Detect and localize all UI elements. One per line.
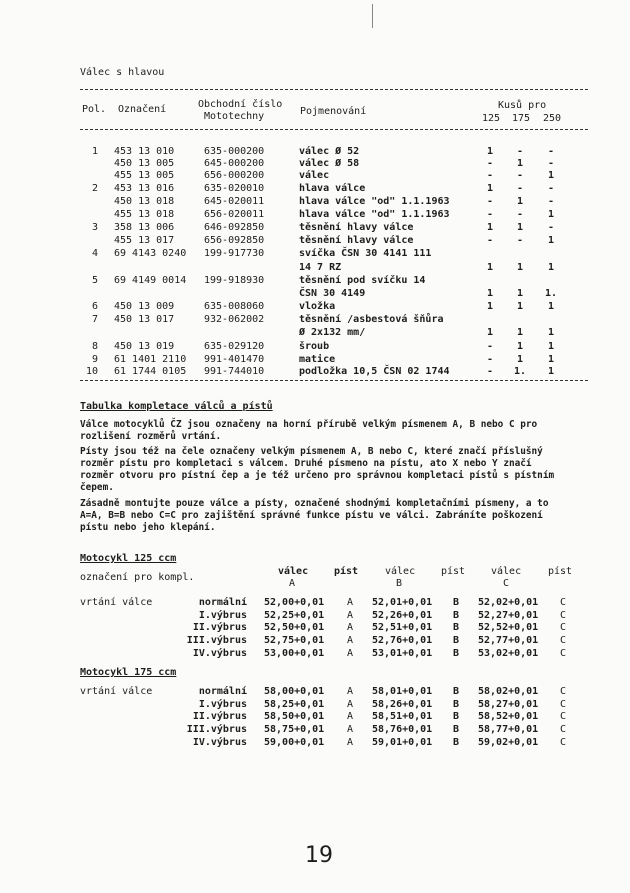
bore-pist-c: C xyxy=(559,597,567,608)
bore-stage: II.výbrus xyxy=(192,711,247,723)
bore-pist-a: A xyxy=(346,724,354,736)
row-qty-125: - xyxy=(486,366,494,377)
bore-valec-c: 52,27+0,01 xyxy=(478,609,539,621)
bore-valec-a: 53,00+0,01 xyxy=(264,647,325,659)
bore-row xyxy=(0,699,630,711)
row-pol: 7 xyxy=(91,314,98,325)
row-oznaceni: 455 13 018 xyxy=(114,209,175,220)
header-oznaceni: Označení xyxy=(118,104,167,115)
bore-pist-a: A xyxy=(346,622,354,634)
bore-pist-c: C xyxy=(559,724,567,736)
kompletace-paragraph-3: Zásadně montujte pouze válce a písty, označené shodnými kompletačními písmeny, a to A=A, B=B nebo C=C pro zajištění správné funkce pístu ve válci. Zabráníte poškození pístu nebo jeho klepání. xyxy=(80,498,549,533)
parts-row xyxy=(0,146,630,158)
row-oznaceni: 450 13 018 xyxy=(114,196,175,207)
parts-row xyxy=(0,196,630,208)
table-top-rule xyxy=(80,89,588,90)
bore-valec-a: 52,75+0,01 xyxy=(264,635,325,647)
row-pojmenovani: válec Ø 52 xyxy=(299,146,360,157)
parts-row xyxy=(0,354,630,366)
header-mototechny: Mototechny xyxy=(204,111,265,122)
row-obchodni-cislo: 646-092850 xyxy=(204,222,265,233)
bore-pist-b: B xyxy=(452,724,460,736)
bore-pist-c: C xyxy=(559,635,567,647)
row-qty-175: - xyxy=(516,235,524,246)
parts-row xyxy=(0,327,630,339)
bore-stage: IV.výbrus xyxy=(192,736,247,748)
bore-pist-c: C xyxy=(559,711,567,723)
row-obchodni-cislo: 635-020010 xyxy=(204,183,265,194)
bore-pist-c: C xyxy=(559,686,567,697)
bore-stage: IV.výbrus xyxy=(192,647,247,659)
row-qty-175: - xyxy=(516,170,524,181)
bore-valec-c: 52,02+0,01 xyxy=(478,597,539,608)
row-pojmenovani: válec xyxy=(299,170,330,181)
bore-stage: III.výbrus xyxy=(186,724,247,736)
row-pojmenovani: ČSN 30 4149 xyxy=(299,288,366,299)
table-header-rule xyxy=(80,129,588,130)
row-obchodni-cislo: 991-744010 xyxy=(204,366,265,377)
row-qty-175: 1 xyxy=(516,341,524,352)
row-obchodni-cislo: 656-020011 xyxy=(204,209,265,220)
row-oznaceni: 455 13 017 xyxy=(114,235,175,246)
row-qty-175: 1 xyxy=(516,158,524,169)
bore-valec-a: 52,25+0,01 xyxy=(264,609,325,621)
header-pojmenovani: Pojmenování xyxy=(300,106,367,117)
bore-pist-a: A xyxy=(346,609,354,621)
row-qty-125: - xyxy=(486,341,494,352)
page-title: Válec s hlavou xyxy=(80,67,165,78)
bore-pist-a: A xyxy=(346,736,354,748)
col-pist-c: píst xyxy=(548,566,573,577)
parts-row xyxy=(0,222,630,234)
row-qty-250: - xyxy=(547,183,555,194)
row-obchodni-cislo: 199-917730 xyxy=(204,248,265,259)
label-oznaceni-kompl: označení pro kompl. xyxy=(80,572,195,583)
col-pist-a: píst xyxy=(334,566,359,577)
bore-stage: I.výbrus xyxy=(198,698,247,710)
row-pojmenovani: hlava válce "od" 1.1.1963 xyxy=(299,196,450,207)
row-qty-125: - xyxy=(486,235,494,246)
parts-row xyxy=(0,248,630,260)
bore-stage: II.výbrus xyxy=(192,622,247,634)
bore-pist-c: C xyxy=(559,609,567,621)
bore-row xyxy=(0,648,630,660)
row-qty-250: 1 xyxy=(547,170,555,181)
row-pojmenovani: těsnění hlavy válce xyxy=(299,235,414,246)
row-pol: 4 xyxy=(91,248,98,259)
bore-valec-c: 52,77+0,01 xyxy=(478,635,539,647)
bore-pist-b: B xyxy=(452,635,460,647)
row-qty-125: 1 xyxy=(486,262,494,273)
col-valec-a: válec xyxy=(278,566,309,577)
row-pol: 10 xyxy=(85,366,98,377)
bore-pist-b: B xyxy=(452,597,460,608)
row-qty-250: - xyxy=(547,146,555,157)
bore-row xyxy=(0,610,630,622)
row-qty-175: 1 xyxy=(516,196,524,207)
bore-row xyxy=(0,737,630,749)
row-qty-175: 1 xyxy=(516,327,524,338)
bore-pist-b: B xyxy=(452,609,460,621)
bore-stage: normální xyxy=(198,597,247,608)
row-pojmenovani: těsnění pod svíčku 14 xyxy=(299,275,426,286)
table-bottom-rule xyxy=(80,380,588,381)
bore-pist-a: A xyxy=(346,647,354,659)
row-qty-125: - xyxy=(486,209,494,220)
row-obchodni-cislo: 635-008060 xyxy=(204,301,265,312)
row-qty-250: 1. xyxy=(545,288,558,299)
row-oznaceni: 453 13 010 xyxy=(114,146,175,157)
moto175-heading: Motocykl 175 ccm xyxy=(80,667,177,678)
row-obchodni-cislo: 656-000200 xyxy=(204,170,265,181)
bore-valec-a: 58,00+0,01 xyxy=(264,686,325,697)
row-qty-175: 1. xyxy=(514,366,527,377)
row-pojmenovani: těsnění /asbestová šňůra xyxy=(299,314,444,325)
row-oznaceni: 455 13 005 xyxy=(114,170,175,181)
row-qty-175: 1 xyxy=(516,301,524,312)
col-valec-b: válec xyxy=(385,566,416,577)
row-pojmenovani: vložka xyxy=(299,301,336,312)
parts-row xyxy=(0,262,630,274)
bore-pist-a: A xyxy=(346,597,354,608)
bore-valec-b: 58,26+0,01 xyxy=(372,698,433,710)
header-kusu: Kusů pro xyxy=(498,100,547,111)
bore-stage: normální xyxy=(198,686,247,697)
row-oznaceni: 358 13 006 xyxy=(114,222,175,233)
row-pojmenovani: Ø 2x132 mm/ xyxy=(299,327,366,338)
row-qty-125: 1 xyxy=(486,183,494,194)
bore-valec-b: 53,01+0,01 xyxy=(372,647,433,659)
page-number: 19 xyxy=(305,843,333,868)
row-pojmenovani: hlava válce xyxy=(299,183,366,194)
moto125-vrtani-label: vrtání válce xyxy=(80,597,153,608)
row-qty-250: 1 xyxy=(547,354,555,365)
row-oznaceni: 61 1744 0105 xyxy=(114,366,187,377)
row-qty-125: - xyxy=(486,158,494,169)
bore-valec-b: 59,01+0,01 xyxy=(372,736,433,748)
bore-valec-c: 58,27+0,01 xyxy=(478,698,539,710)
row-qty-250: 1 xyxy=(547,235,555,246)
bore-pist-b: B xyxy=(452,686,460,697)
row-qty-175: - xyxy=(516,183,524,194)
row-qty-250: 1 xyxy=(547,209,555,220)
bore-row xyxy=(0,724,630,736)
col-valec-c: válec xyxy=(491,566,522,577)
bore-valec-b: 52,26+0,01 xyxy=(372,609,433,621)
row-qty-125: - xyxy=(486,170,494,181)
bore-valec-a: 52,00+0,01 xyxy=(264,597,325,608)
row-qty-250: 1 xyxy=(547,262,555,273)
row-qty-125: 1 xyxy=(486,222,494,233)
row-qty-125: - xyxy=(486,196,494,207)
scan-mark xyxy=(372,4,373,28)
moto175-vrtani-label: vrtání válce xyxy=(80,686,153,697)
bore-pist-c: C xyxy=(559,698,567,710)
row-pojmenovani: válec Ø 58 xyxy=(299,158,360,169)
bore-valec-b: 58,76+0,01 xyxy=(372,724,433,736)
bore-valec-b: 58,51+0,01 xyxy=(372,711,433,723)
row-qty-250: 1 xyxy=(547,366,555,377)
row-pojmenovani: hlava válce "od" 1.1.1963 xyxy=(299,209,450,220)
row-obchodni-cislo: 991-401470 xyxy=(204,354,265,365)
bore-valec-a: 58,50+0,01 xyxy=(264,711,325,723)
row-qty-175: 1 xyxy=(516,222,524,233)
moto125-heading: Motocykl 125 ccm xyxy=(80,553,177,564)
bore-stage: III.výbrus xyxy=(186,635,247,647)
row-oznaceni: 453 13 016 xyxy=(114,183,175,194)
row-pojmenovani: 14 7 RZ xyxy=(299,262,342,273)
col-pist-b: píst xyxy=(441,566,466,577)
kompletace-heading: Tabulka kompletace válců a pístů xyxy=(80,401,273,412)
bore-pist-b: B xyxy=(452,698,460,710)
row-qty-125: 1 xyxy=(486,301,494,312)
bore-valec-b: 52,01+0,01 xyxy=(372,597,433,608)
row-qty-175: 1 xyxy=(516,262,524,273)
parts-row xyxy=(0,235,630,247)
row-pol: 1 xyxy=(91,146,98,157)
row-oznaceni: 450 13 017 xyxy=(114,314,175,325)
bore-pist-a: A xyxy=(346,711,354,723)
row-pol: 6 xyxy=(91,301,98,312)
col-letter-b: B xyxy=(396,578,403,589)
bore-valec-b: 58,01+0,01 xyxy=(372,686,433,697)
bore-row xyxy=(0,711,630,723)
row-oznaceni: 450 13 009 xyxy=(114,301,175,312)
row-qty-250: 1 xyxy=(547,341,555,352)
row-pol: 5 xyxy=(91,275,98,286)
parts-row xyxy=(0,314,630,326)
bore-pist-c: C xyxy=(559,736,567,748)
row-qty-125: 1 xyxy=(486,146,494,157)
bore-pist-b: B xyxy=(452,711,460,723)
header-pol: Pol. xyxy=(82,104,107,115)
row-oznaceni: 61 1401 2110 xyxy=(114,354,187,365)
row-pojmenovani: podložka 10,5 ČSN 02 1744 xyxy=(299,366,450,377)
bore-row xyxy=(0,622,630,634)
parts-row xyxy=(0,366,630,378)
row-qty-175: 1 xyxy=(516,354,524,365)
row-qty-175: - xyxy=(516,146,524,157)
row-qty-125: - xyxy=(486,354,494,365)
row-oznaceni: 69 4143 0240 xyxy=(114,248,187,259)
row-pojmenovani: těsnění hlavy válce xyxy=(299,222,414,233)
kompletace-paragraph-1: Válce motocyklů ČZ jsou označeny na horní přírubě velkým písmenem A, B nebo C pro rozlišení rozměrů vrtání. xyxy=(80,419,538,442)
bore-valec-a: 58,25+0,01 xyxy=(264,698,325,710)
row-pol: 9 xyxy=(91,354,98,365)
parts-row xyxy=(0,301,630,313)
bore-valec-c: 58,52+0,01 xyxy=(478,711,539,723)
bore-row xyxy=(0,686,630,698)
parts-row xyxy=(0,209,630,221)
row-oznaceni: 450 13 019 xyxy=(114,341,175,352)
bore-pist-a: A xyxy=(346,698,354,710)
kompletace-paragraph-2: Písty jsou též na čele označeny velkým písmenem A, B nebo C, které značí příslušný rozměr pístu pro kompletaci s válcem. Druhé písmeno na pístu, ato X nebo Y značí rozměr otvoru pro pístní čep a je též určeno pro správnou kompletaci pístů s pístním čepem. xyxy=(80,446,555,493)
bore-pist-c: C xyxy=(559,622,567,634)
row-qty-250: 1 xyxy=(547,301,555,312)
bore-valec-a: 52,50+0,01 xyxy=(264,622,325,634)
header-250: 250 xyxy=(543,113,562,124)
bore-valec-b: 52,51+0,01 xyxy=(372,622,433,634)
parts-row xyxy=(0,158,630,170)
bore-valec-c: 52,52+0,01 xyxy=(478,622,539,634)
row-qty-175: 1 xyxy=(516,288,524,299)
parts-row xyxy=(0,170,630,182)
row-oznaceni: 450 13 005 xyxy=(114,158,175,169)
row-obchodni-cislo: 656-092850 xyxy=(204,235,265,246)
row-obchodni-cislo: 635-029120 xyxy=(204,341,265,352)
bore-pist-c: C xyxy=(559,647,567,659)
row-qty-250: - xyxy=(547,196,555,207)
bore-valec-c: 58,02+0,01 xyxy=(478,686,539,697)
bore-valec-c: 58,77+0,01 xyxy=(478,724,539,736)
row-qty-250: - xyxy=(547,158,555,169)
bore-valec-a: 59,00+0,01 xyxy=(264,736,325,748)
row-obchodni-cislo: 645-020011 xyxy=(204,196,265,207)
row-obchodni-cislo: 199-918930 xyxy=(204,275,265,286)
row-pol: 2 xyxy=(91,183,98,194)
bore-row xyxy=(0,597,630,609)
row-qty-250: 1 xyxy=(547,327,555,338)
row-obchodni-cislo: 932-062002 xyxy=(204,314,265,325)
parts-row xyxy=(0,341,630,353)
bore-pist-b: B xyxy=(452,622,460,634)
bore-valec-c: 59,02+0,01 xyxy=(478,736,539,748)
bore-pist-b: B xyxy=(452,647,460,659)
parts-row xyxy=(0,275,630,287)
row-obchodni-cislo: 635-000200 xyxy=(204,146,265,157)
col-letter-c: C xyxy=(503,578,510,589)
col-letter-a: A xyxy=(289,578,296,589)
row-qty-175: - xyxy=(516,209,524,220)
bore-stage: I.výbrus xyxy=(198,609,247,621)
bore-pist-a: A xyxy=(346,635,354,647)
bore-valec-c: 53,02+0,01 xyxy=(478,647,539,659)
row-pojmenovani: matice xyxy=(299,354,336,365)
row-pol: 8 xyxy=(91,341,98,352)
row-qty-250: - xyxy=(547,222,555,233)
parts-row xyxy=(0,288,630,300)
row-pojmenovani: svíčka ČSN 30 4141 111 xyxy=(299,248,432,259)
header-obchodni-cislo: Obchodní číslo xyxy=(198,99,283,110)
bore-valec-a: 58,75+0,01 xyxy=(264,724,325,736)
parts-row xyxy=(0,183,630,195)
row-qty-125: 1 xyxy=(486,327,494,338)
row-pol: 3 xyxy=(91,222,98,233)
row-obchodni-cislo: 645-000200 xyxy=(204,158,265,169)
bore-pist-a: A xyxy=(346,686,354,697)
row-qty-125: 1 xyxy=(486,288,494,299)
row-pojmenovani: šroub xyxy=(299,341,330,352)
header-175: 175 xyxy=(512,113,531,124)
header-125: 125 xyxy=(482,113,501,124)
bore-pist-b: B xyxy=(452,736,460,748)
row-oznaceni: 69 4149 0014 xyxy=(114,275,187,286)
bore-valec-b: 52,76+0,01 xyxy=(372,635,433,647)
bore-row xyxy=(0,635,630,647)
